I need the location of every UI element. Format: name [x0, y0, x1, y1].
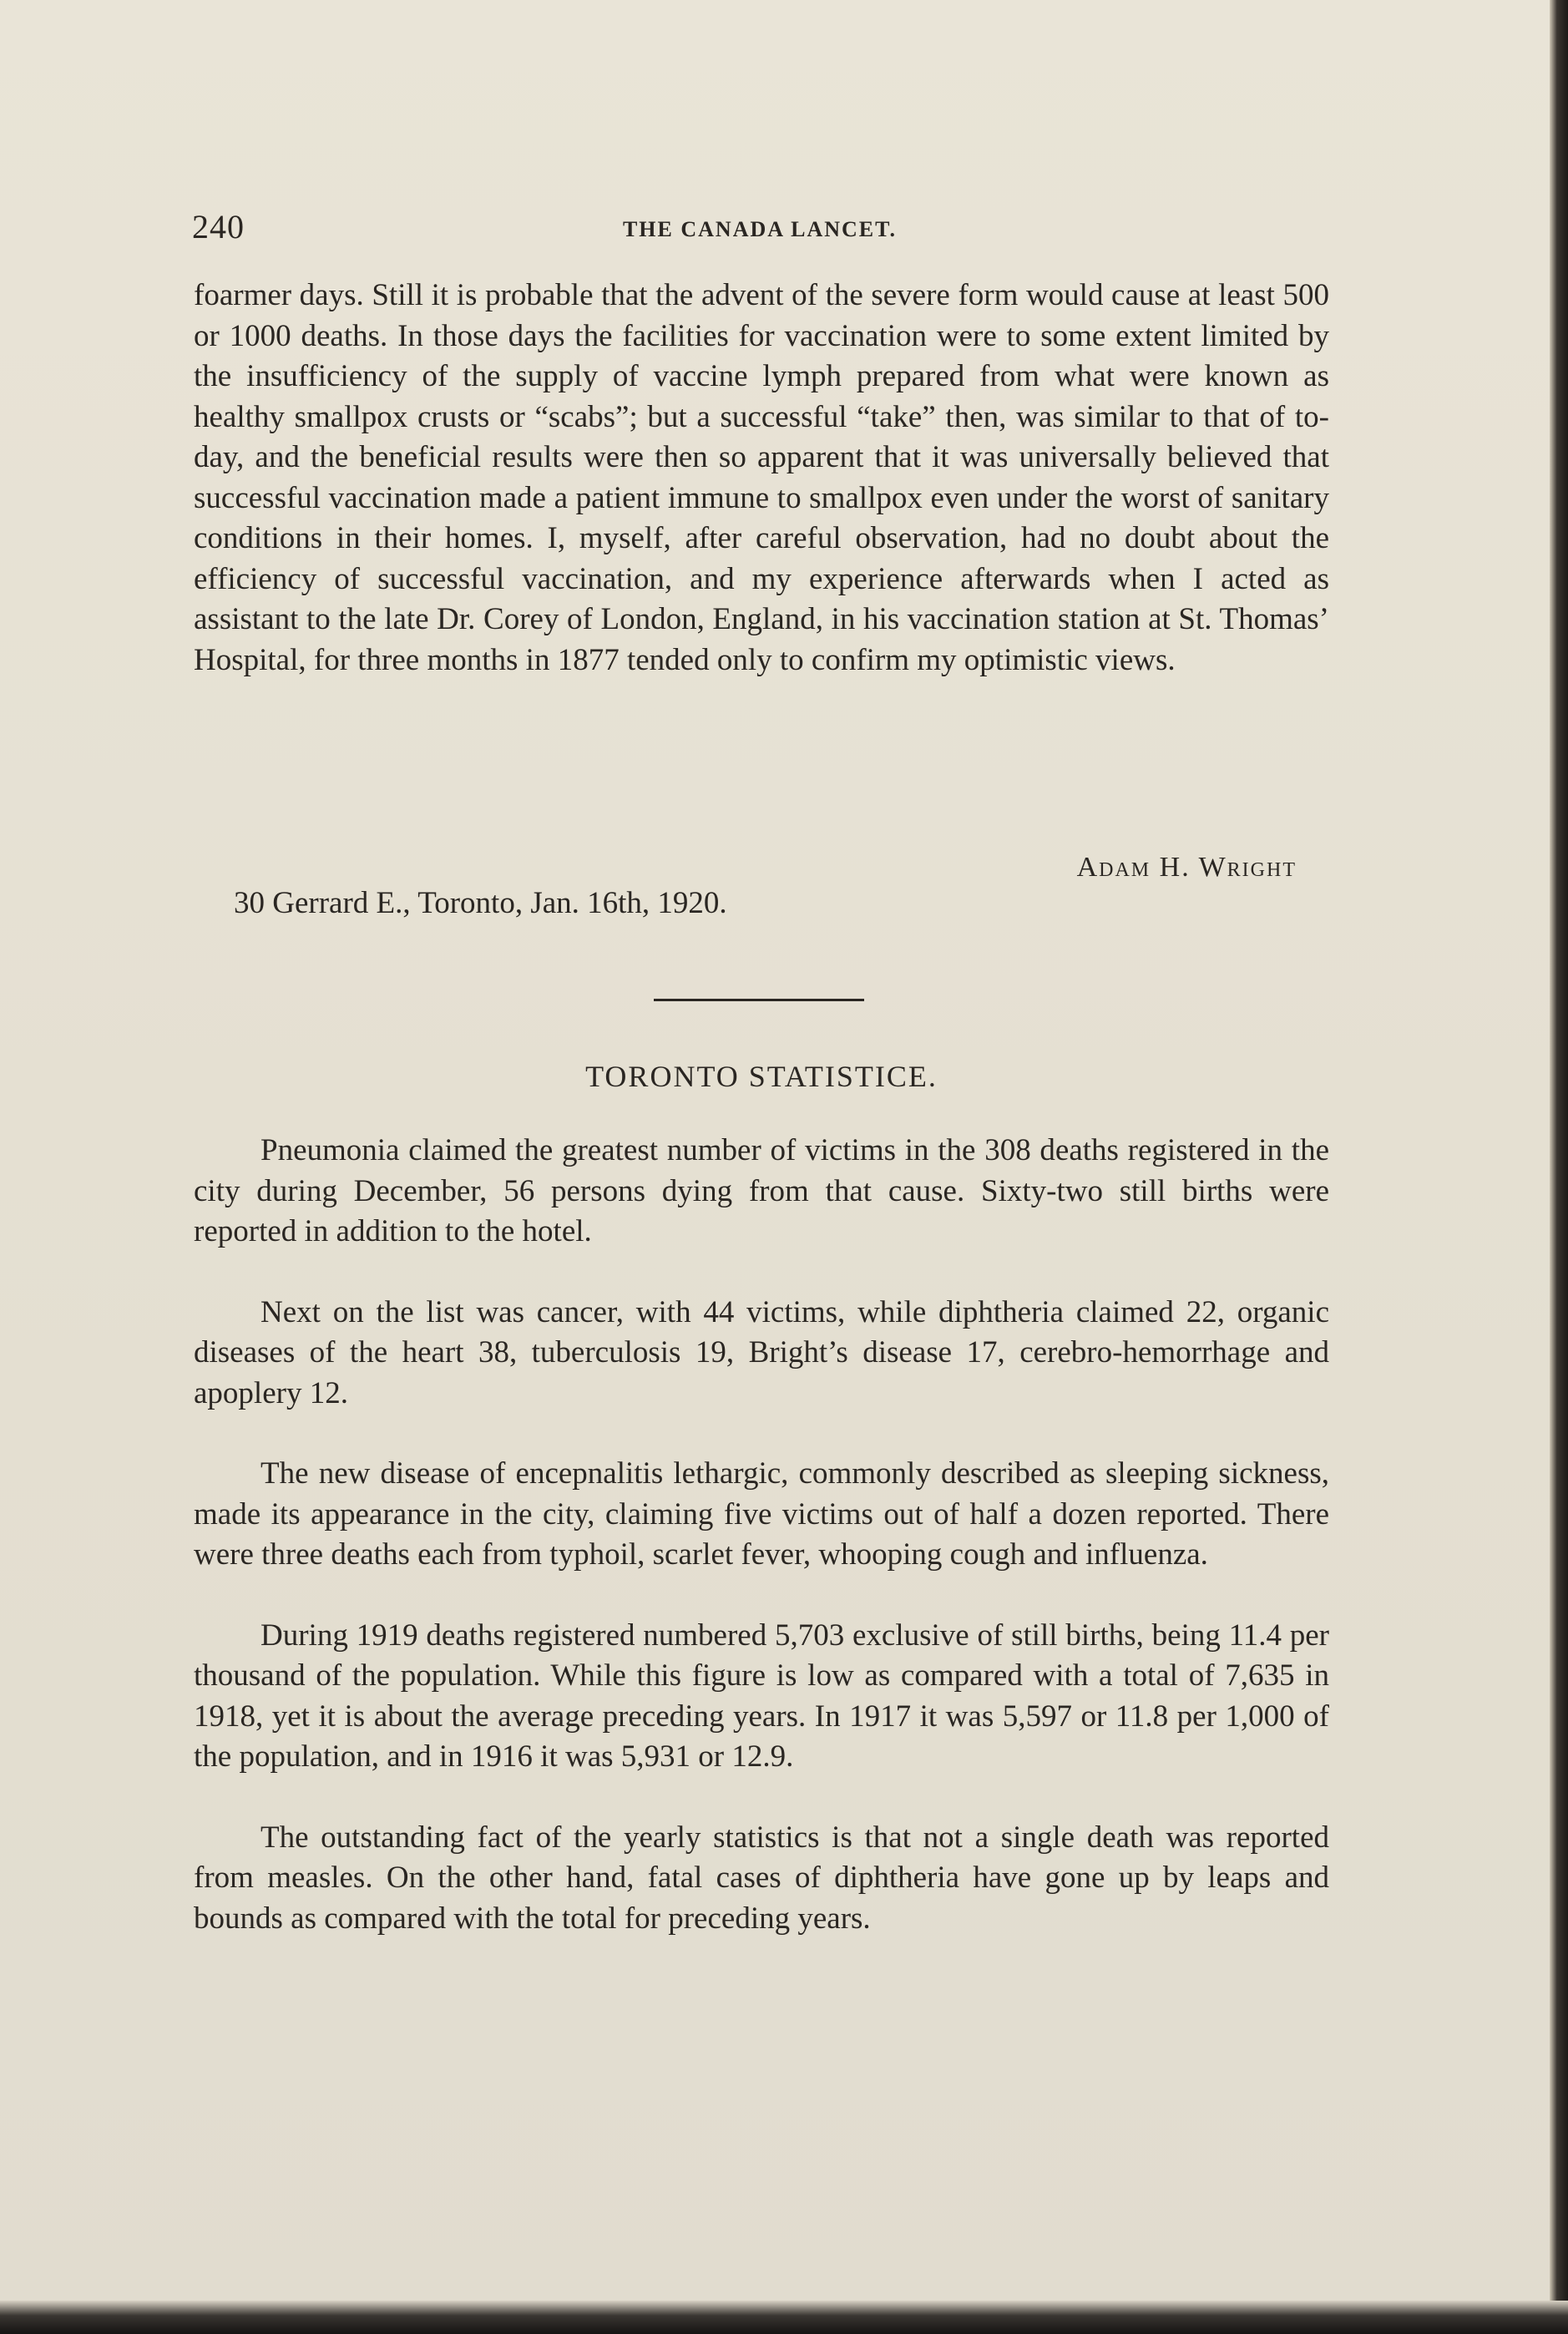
page-header	[192, 207, 1328, 257]
paragraph-encephalitis: The new disease of encepnalitis lethargic, commonly described as sleeping sickness, made its appearance in the city, claiming five victims out of half a dozen reported. There were three deaths each from typhoil, scarlet fever, whooping cough and influenza.	[194, 1456, 1329, 1572]
statistics-body	[194, 1131, 1329, 1979]
letter-signature: Adam H. Wright	[1076, 852, 1297, 883]
letter-address: 30 Gerrard E., Toronto, Jan. 16th, 1920.	[234, 886, 727, 920]
paragraph-measles-diphtheria: The outstanding fact of the yearly statistics is that not a single death was reported from measles. On the other hand, fatal cases of diphtheria have gone up by leaps and bounds as compared with the total for preceding years.	[194, 1820, 1329, 1936]
letter-paragraph: foarmer days. Still it is probable that the advent of the severe form would cause at least 500 or 1000 deaths. In those days the facilities for vaccination were to some extent limited by the insufficiency of the supply of vaccine lymph prepared from what were known as healthy smallpox crusts or “scabs”; but a successful “take” then, was similar to that of to-day, and the beneficial results were then so apparent that it was universally believed that successful vaccination made a patient immune to smallpox even under the worst of sanitary conditions in their homes. I, myself, after careful observation, had no doubt about the efficiency of successful vaccination, and my experience afterwards when I acted as assistant to the late Dr. Corey of London, England, in his vaccination station at St. Thomas’ Hospital, for three months in 1877 tended only to confirm my optimistic views.	[194, 278, 1329, 677]
paragraph-pneumonia: Pneumonia claimed the greatest number of victims in the 308 deaths registered in the city during December, 56 persons dying from that cause. Sixty-two still births were reported in addition to the hotel.	[194, 1133, 1329, 1248]
paragraph-cancer: Next on the list was cancer, with 44 victims, while diphtheria claimed 22, organic diseases of the heart 38, tuberculosis 19, Bright’s disease 17, cerebro-hemorrhage and apoplery 12.	[194, 1294, 1329, 1410]
paragraph-yearly-deaths: During 1919 deaths registered numbered 5,703 exclusive of still births, being 11.4 per thousand of the population. While this figure is low as compared with a total of 7,635 in 1918, yet it is about the average preceding years. In 1917 it was 5,597 or 11.8 per 1,000 of the population, and in 1916 it was 5,931 or 12.9.	[194, 1618, 1329, 1774]
section-divider	[654, 999, 864, 1001]
letter-body	[194, 276, 1329, 681]
scan-bottom-edge	[0, 2301, 1568, 2334]
book-binding-edge	[1550, 0, 1568, 2334]
running-title: THE CANADA LANCET.	[622, 217, 898, 241]
page-number: 240	[192, 208, 245, 246]
section-title: TORONTO STATISTICE.	[585, 1060, 938, 1093]
